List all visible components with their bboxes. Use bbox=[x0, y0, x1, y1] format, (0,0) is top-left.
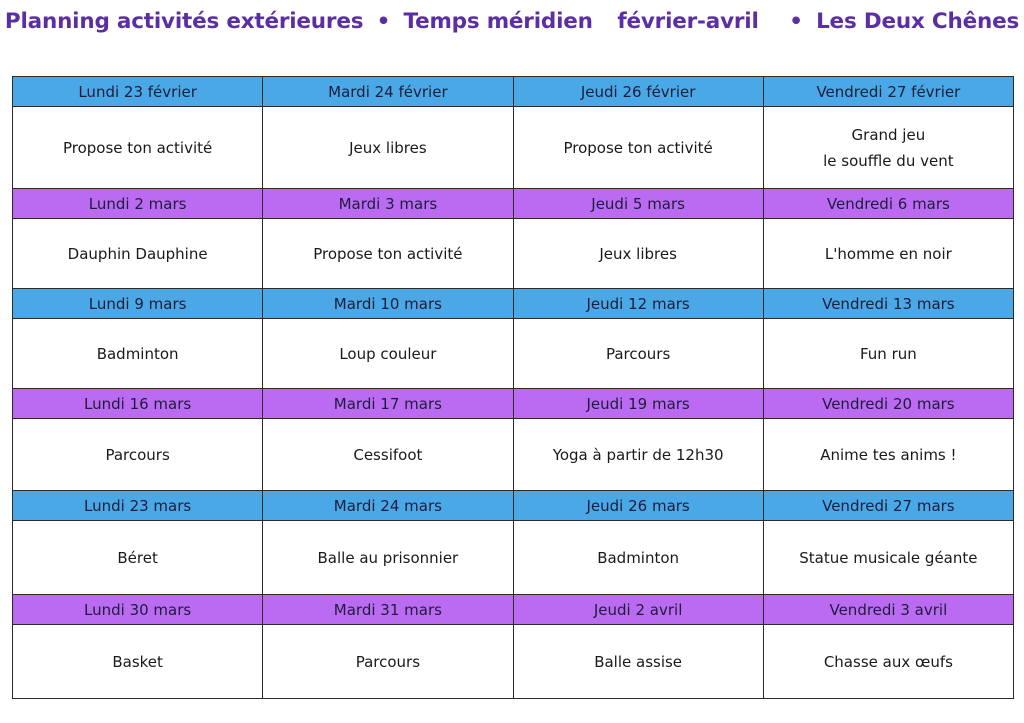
activity-cell-tuesday bbox=[263, 625, 513, 699]
title-part-activities: Planning activités extérieures bbox=[4, 9, 364, 34]
activity-text: Cessifoot bbox=[353, 445, 423, 464]
date-cell-monday: Lundi 30 mars bbox=[13, 595, 263, 625]
date-cell-monday: Lundi 23 mars bbox=[13, 491, 263, 521]
activity-cell-tuesday bbox=[263, 419, 513, 491]
date-cell-thursday: Jeudi 5 mars bbox=[513, 189, 763, 219]
activity-cell-thursday bbox=[513, 419, 763, 491]
week-activity-row bbox=[13, 625, 1014, 699]
activity-cell-thursday bbox=[513, 521, 763, 595]
activity-cell-tuesday bbox=[263, 219, 513, 289]
date-cell-friday: Vendredi 27 février bbox=[763, 77, 1013, 107]
week-header-row bbox=[13, 491, 1014, 521]
week-activity-row bbox=[13, 319, 1014, 389]
activity-text: Chasse aux œufs bbox=[823, 652, 953, 671]
title-part-school: Les Deux Chênes bbox=[816, 9, 1020, 34]
activity-text: Parcours bbox=[355, 652, 421, 671]
date-cell-monday: Lundi 23 février bbox=[13, 77, 263, 107]
activity-text: L'homme en noir bbox=[824, 244, 952, 263]
activity-cell-monday bbox=[13, 219, 263, 289]
date-cell-friday: Vendredi 6 mars bbox=[763, 189, 1013, 219]
activity-cell-tuesday bbox=[263, 107, 513, 189]
date-cell-thursday: Jeudi 26 février bbox=[513, 77, 763, 107]
activity-text: Jeux libres bbox=[599, 244, 677, 263]
activity-text: Balle au prisonnier bbox=[317, 548, 459, 567]
activity-cell-monday bbox=[13, 521, 263, 595]
title-part-period: Temps méridien bbox=[403, 9, 593, 34]
activity-cell-thursday bbox=[513, 219, 763, 289]
activity-text: Parcours bbox=[605, 344, 671, 363]
activity-cell-monday bbox=[13, 625, 263, 699]
date-cell-tuesday: Mardi 3 mars bbox=[263, 189, 513, 219]
activity-cell-monday bbox=[13, 319, 263, 389]
date-cell-thursday: Jeudi 19 mars bbox=[513, 389, 763, 419]
activity-cell-friday bbox=[763, 625, 1013, 699]
activity-text: Loup couleur bbox=[339, 344, 437, 363]
date-cell-tuesday: Mardi 10 mars bbox=[263, 289, 513, 319]
date-cell-monday: Lundi 9 mars bbox=[13, 289, 263, 319]
activity-cell-thursday bbox=[513, 107, 763, 189]
activity-cell-friday bbox=[763, 319, 1013, 389]
activity-cell-thursday bbox=[513, 319, 763, 389]
week-header-row bbox=[13, 389, 1014, 419]
date-cell-friday: Vendredi 13 mars bbox=[763, 289, 1013, 319]
date-cell-friday: Vendredi 20 mars bbox=[763, 389, 1013, 419]
title-bullet-2: • bbox=[789, 9, 803, 34]
activity-text: Badminton bbox=[96, 344, 179, 363]
activity-text: Dauphin Dauphine bbox=[67, 244, 208, 263]
week-header-row bbox=[13, 77, 1014, 107]
activity-text: Propose ton activité bbox=[62, 138, 213, 157]
activity-cell-monday bbox=[13, 107, 263, 189]
page-title bbox=[0, 3, 1024, 41]
activity-text: Parcours bbox=[105, 445, 170, 464]
week-header-row bbox=[13, 289, 1014, 319]
activity-cell-friday bbox=[763, 107, 1013, 189]
activity-cell-tuesday bbox=[263, 521, 513, 595]
week-activity-row bbox=[13, 521, 1014, 595]
activity-text: Propose ton activité bbox=[313, 244, 463, 263]
activity-text: Béret bbox=[117, 548, 158, 567]
date-cell-thursday: Jeudi 26 mars bbox=[513, 491, 763, 521]
date-cell-tuesday: Mardi 17 mars bbox=[263, 389, 513, 419]
activity-text: Basket bbox=[112, 652, 163, 671]
week-activity-row bbox=[13, 219, 1014, 289]
date-cell-friday: Vendredi 3 avril bbox=[763, 595, 1013, 625]
date-cell-tuesday: Mardi 24 février bbox=[263, 77, 513, 107]
date-cell-thursday: Jeudi 12 mars bbox=[513, 289, 763, 319]
date-cell-friday: Vendredi 27 mars bbox=[763, 491, 1013, 521]
activity-text: Jeux libres bbox=[349, 138, 427, 157]
title-part-months: février-avril bbox=[617, 9, 759, 34]
week-header-row bbox=[13, 189, 1014, 219]
activity-text: Statue musicale géante bbox=[799, 548, 978, 567]
activity-cell-thursday bbox=[513, 625, 763, 699]
activity-text: Anime tes anims ! bbox=[820, 445, 957, 464]
activity-cell-friday bbox=[763, 219, 1013, 289]
date-cell-tuesday: Mardi 24 mars bbox=[263, 491, 513, 521]
date-cell-monday: Lundi 2 mars bbox=[13, 189, 263, 219]
activity-text: le souffle du vent bbox=[823, 151, 954, 170]
activity-text: Badminton bbox=[597, 548, 680, 567]
activity-cell-monday bbox=[13, 419, 263, 491]
title-bullet-1: • bbox=[376, 9, 391, 34]
planning-table bbox=[12, 76, 1014, 699]
week-activity-row bbox=[13, 107, 1014, 189]
activity-cell-friday bbox=[763, 521, 1013, 595]
week-activity-row bbox=[13, 419, 1014, 491]
activity-text: Balle assise bbox=[594, 652, 683, 671]
activity-text: Propose ton activité bbox=[563, 138, 713, 157]
date-cell-tuesday: Mardi 31 mars bbox=[263, 595, 513, 625]
date-cell-thursday: Jeudi 2 avril bbox=[513, 595, 763, 625]
date-cell-monday: Lundi 16 mars bbox=[13, 389, 263, 419]
activity-cell-tuesday bbox=[263, 319, 513, 389]
activity-cell-friday bbox=[763, 419, 1013, 491]
week-header-row bbox=[13, 595, 1014, 625]
activity-text: Fun run bbox=[859, 344, 917, 363]
activity-text: Yoga à partir de 12h30 bbox=[552, 445, 724, 464]
activity-text: Grand jeu bbox=[851, 125, 926, 144]
